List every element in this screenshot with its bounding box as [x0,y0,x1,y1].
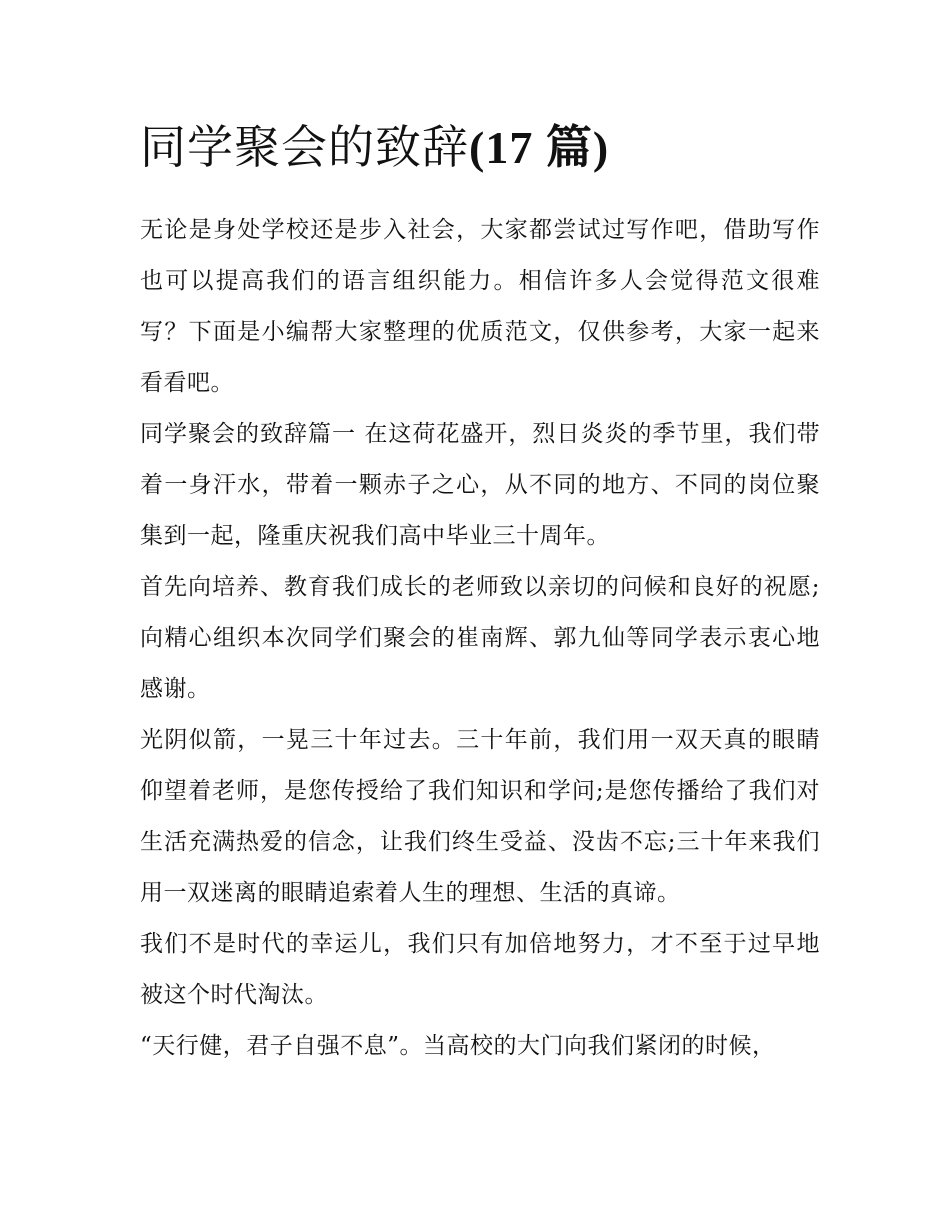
title-text: 同学聚会的致辞 [140,120,469,174]
title-count: (17 篇) [469,122,610,173]
speech-paragraph-1: 同学聚会的致辞篇一 在这荷花盛开，烈日炎炎的季节里，我们带着一身汗水，带着一颗赤子之心，从不同的地方、不同的岗位聚集到一起，隆重庆祝我们高中毕业三十周年。 [140,421,820,549]
speech-paragraph-3: 光阴似箭，一晃三十年过去。三十年前，我们用一双天真的眼睛仰望着老师，是您传授给了我们知识和学问;是您传播给了我们对生活充满热爱的信念，让我们终生受益、没齿不忘;三十年来我们用一双迷离的眼睛追索着人生的理想、生活的真谛。 [140,727,820,906]
intro-paragraph: 无论是身处学校还是步入社会，大家都尝试过写作吧，借助写作也可以提高我们的语言组织能力。相信许多人会觉得范文很难写？下面是小编帮大家整理的优质范文，仅供参考，大家一起来看看吧。 [140,217,820,396]
speech-paragraph-2: 首先向培养、教育我们成长的老师致以亲切的问候和良好的祝愿;向精心组织本次同学们聚会的崔南辉、郭九仙等同学表示衷心地感谢。 [140,574,820,702]
document-title [140,112,820,183]
speech-paragraph-4: 我们不是时代的幸运儿，我们只有加倍地努力，才不至于过早地被这个时代淘汰。 [140,931,820,1008]
document-page [140,112,820,1072]
speech-paragraph-5: “天行健，君子自强不息”。当高校的大门向我们紧闭的时候， [140,1033,776,1059]
